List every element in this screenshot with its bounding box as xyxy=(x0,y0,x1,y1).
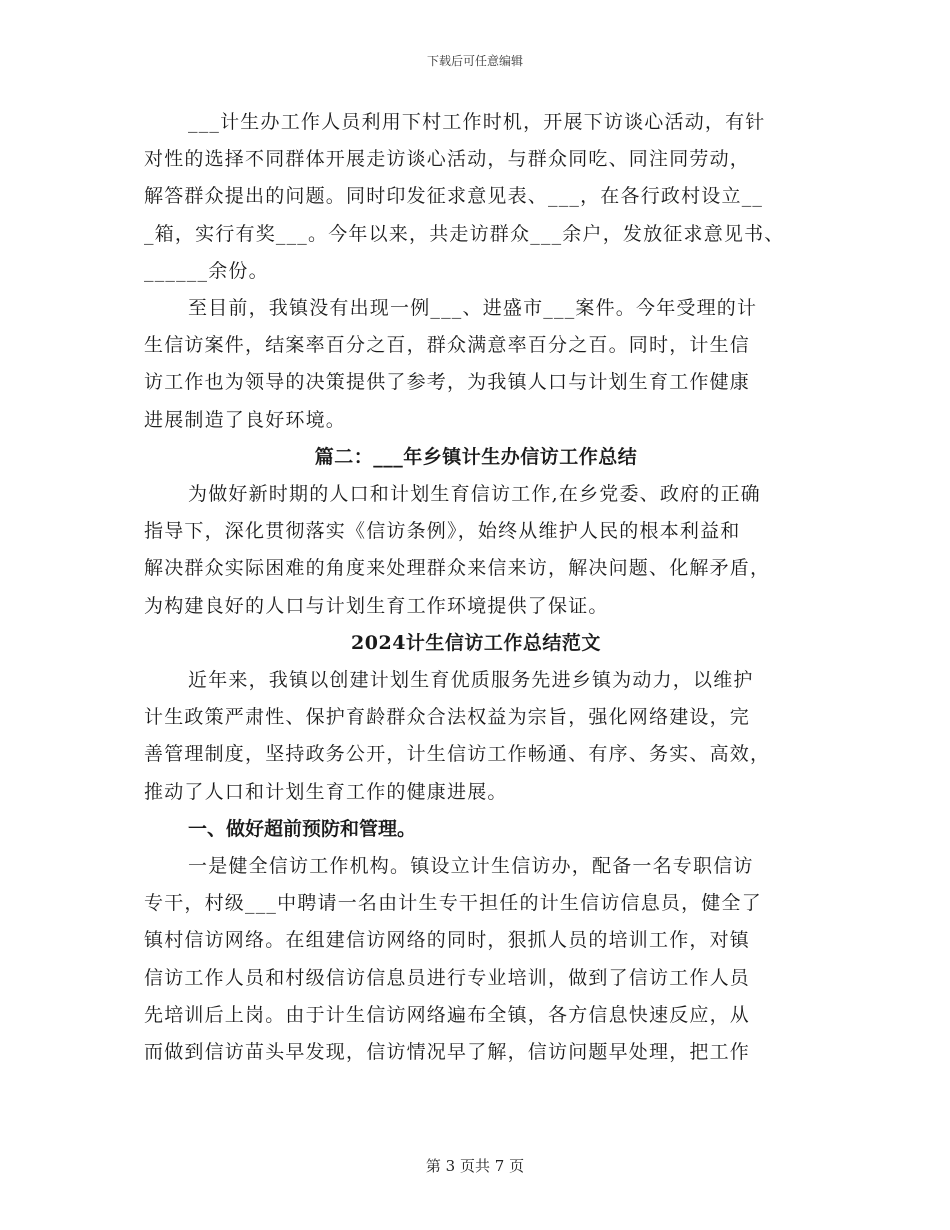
paragraph-line: _箱，实行有奖___。今年以来，共走访群众___余户，发放征求意见书、 xyxy=(144,222,785,245)
paragraph-line: 信访工作人员和村级信访信息员进行专业培训，做到了信访工作人员 xyxy=(144,966,751,989)
section-heading: 一、做好超前预防和管理。 xyxy=(188,817,417,840)
paragraph-line: ___计生办工作人员利用下村工作时机，开展下访谈心活动，有针 xyxy=(188,111,766,133)
section-title: 2024计生信访工作总结范文 xyxy=(351,631,601,654)
paragraph-line: 为构建良好的人口与计划生育工作环境提供了保证。 xyxy=(144,594,609,617)
paragraph-line: 专干，村级___中聘请一名由计生专干担任的计生信访信息员，健全了 xyxy=(144,892,762,915)
paragraph-line: 镇村信访网络。在组建信访网络的同时，狠抓人员的培训工作，对镇 xyxy=(144,929,751,952)
paragraph-line: 指导下，深化贯彻落实《信访条例》，始终从维护人民的根本利益和 xyxy=(144,520,741,543)
document-body xyxy=(144,104,808,1071)
section-title: 篇二：___年乡镇计生办信访工作总结 xyxy=(314,445,638,468)
paragraph-line: 近年来，我镇以创建计划生育优质服务先进乡镇为动力，以维护 xyxy=(188,669,754,692)
paragraph-line: 先培训后上岗。由于计生信访网络遍布全镇，各方信息快速反应，从 xyxy=(144,1003,751,1026)
paragraph-line: 生信访案件，结案率百分之百，群众满意率百分之百。同时，计生信 xyxy=(144,334,751,357)
paragraph-line: 一是健全信访工作机构。镇设立计生信访办，配备一名专职信访 xyxy=(188,855,754,878)
paragraph xyxy=(144,476,808,625)
paragraph-line: 推动了人口和计划生育工作的健康进展。 xyxy=(144,780,508,803)
paragraph xyxy=(144,290,808,439)
paragraph-line: 善管理制度，坚持政务公开，计生信访工作畅通、有序、务实、高效， xyxy=(144,743,771,766)
paragraph xyxy=(144,662,808,811)
paragraph-line: 计生政策严肃性、保护育龄群众合法权益为宗旨，强化网络建设，完 xyxy=(144,706,751,729)
paragraph-line: 解答群众提出的问题。同时印发征求意见表、___，在各行政村设立__ xyxy=(144,185,764,208)
page-header: 下载后可任意编辑 xyxy=(426,54,523,68)
paragraph-line: 而做到信访苗头早发现，信访情况早了解，信访问题早处理，把工作 xyxy=(144,1041,751,1064)
page-footer: 第 3 页共 7 页 xyxy=(425,1157,525,1175)
paragraph-line: 解决群众实际困难的角度来处理群众来信来访，解决问题、化解矛盾， xyxy=(144,557,771,580)
paragraph-line: 进展制造了良好环境。 xyxy=(144,408,347,431)
paragraph-line: ______余份。 xyxy=(144,259,269,282)
paragraph-line: 为做好新时期的人口和计划生育信访工作,在乡党委、政府的正确 xyxy=(188,483,761,506)
paragraph xyxy=(144,104,808,290)
paragraph xyxy=(144,848,808,1071)
paragraph-line: 访工作也为领导的决策提供了参考，为我镇人口与计划生育工作健康 xyxy=(144,371,751,394)
paragraph-line: 至目前，我镇没有出现一例___、进盛市___案件。今年受理的计 xyxy=(188,297,758,320)
paragraph-line: 对性的选择不同群体开展走访谈心活动，与群众同吃、同注同劳动， xyxy=(144,148,751,171)
